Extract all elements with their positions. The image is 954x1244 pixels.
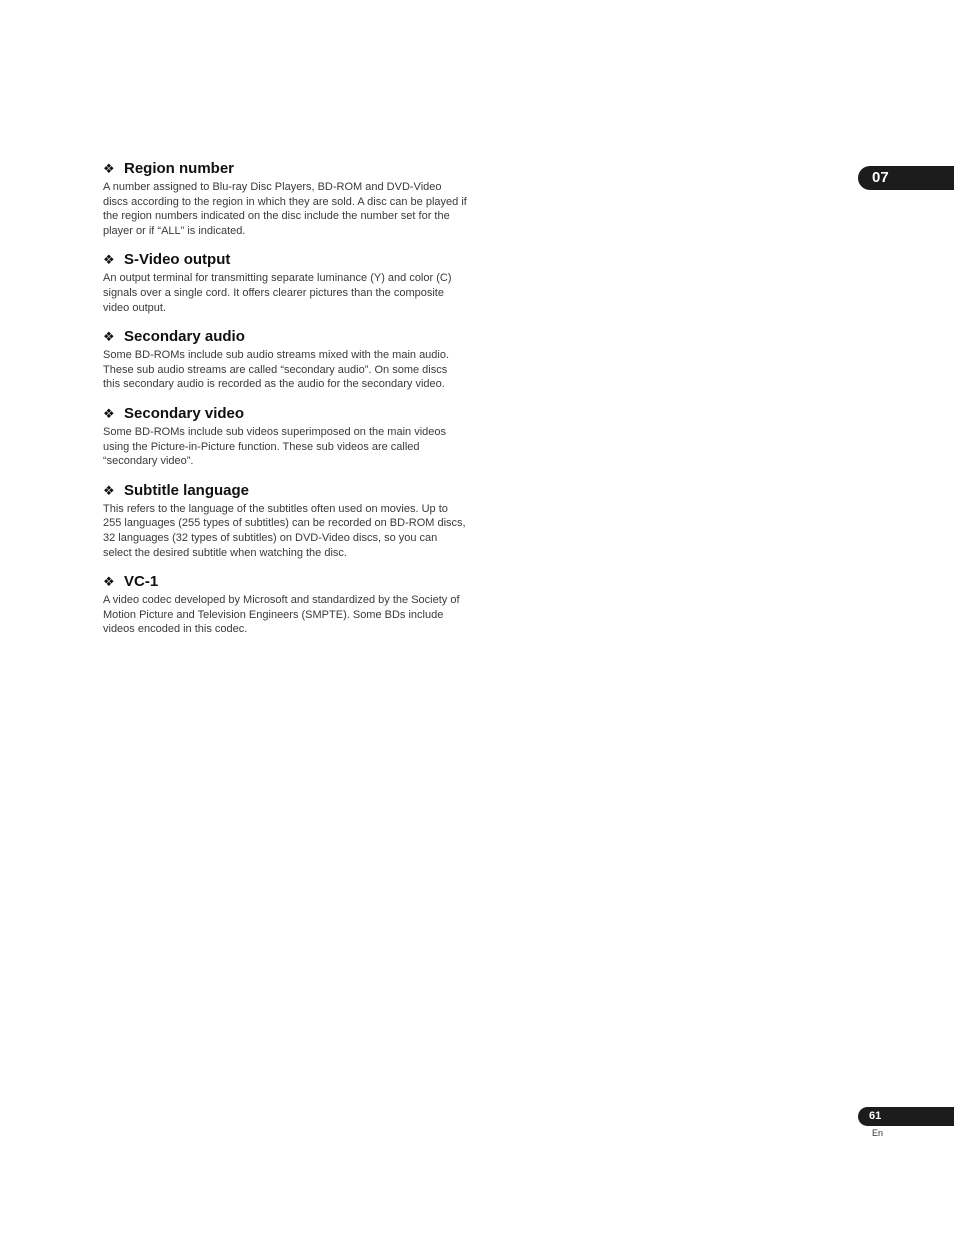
entry-heading: [103, 573, 467, 591]
entry-title: VC-1: [124, 573, 159, 591]
entry-heading: [103, 482, 467, 500]
diamond-bullet-icon: ❖: [103, 161, 115, 176]
entry-title: S-Video output: [124, 251, 231, 269]
entry-title: Secondary audio: [124, 328, 245, 346]
entry-body: Some BD-ROMs include sub videos superimposed on the main videos using the Picture-in-Picture function. These sub videos are called “secondary video”.: [103, 425, 446, 468]
entry-title: Region number: [124, 160, 235, 177]
glossary-entry-secondary-video: [103, 405, 467, 469]
entry-heading: [103, 160, 467, 178]
diamond-bullet-icon: ❖: [103, 405, 115, 421]
chapter-number-tab: 07: [858, 166, 954, 190]
glossary-entry-secondary-audio: [103, 328, 467, 392]
entry-heading: [103, 328, 467, 346]
entry-body: An output terminal for transmitting separate luminance (Y) and color (C) signals over a single cord. It offers clearer pictures than the composite video output.: [103, 272, 452, 314]
entry-body: A number assigned to Blu-ray Disc Players, BD-ROM and DVD-Video discs according to the region in which they are sold. A disc can be played if the region numbers indicated on the disc include the number set for the player or if “ALL” is indicated.: [103, 181, 467, 237]
diamond-bullet-icon: ❖: [103, 329, 115, 345]
glossary-entry-vc-1: [103, 573, 467, 637]
glossary-entry-s-video-output: [103, 251, 467, 315]
entry-heading: [103, 405, 467, 423]
glossary-entry-region-number: [103, 160, 467, 238]
entry-heading: [103, 251, 467, 269]
glossary-content: [103, 160, 467, 650]
diamond-bullet-icon: ❖: [103, 482, 115, 498]
entry-title: Secondary video: [124, 404, 245, 422]
entry-body: A video codec developed by Microsoft and standardized by the Society of Motion Picture and Television Engineers (SMPTE). Some BDs include videos encoded in this codec.: [103, 594, 460, 636]
entry-title: Subtitle language: [124, 481, 250, 499]
diamond-bullet-icon: ❖: [103, 252, 115, 268]
entry-body: Some BD-ROMs include sub audio streams mixed with the main audio. These sub audio streams are called “secondary audio”. On some discs this secondary audio is recorded as the audio for the secondary video.: [103, 349, 450, 391]
page-number-tab: 61: [858, 1107, 954, 1126]
language-code: En: [872, 1128, 884, 1138]
glossary-entry-subtitle-language: [103, 482, 467, 560]
entry-body: This refers to the language of the subtitles often used on movies. Up to 255 languages (255 types of subtitles) can be recorded on BD-ROM discs, 32 languages (32 types of subtitles) on DVD-Video discs, so you can select the desired subtitle when watching the disc.: [103, 502, 466, 559]
diamond-bullet-icon: ❖: [103, 574, 115, 590]
